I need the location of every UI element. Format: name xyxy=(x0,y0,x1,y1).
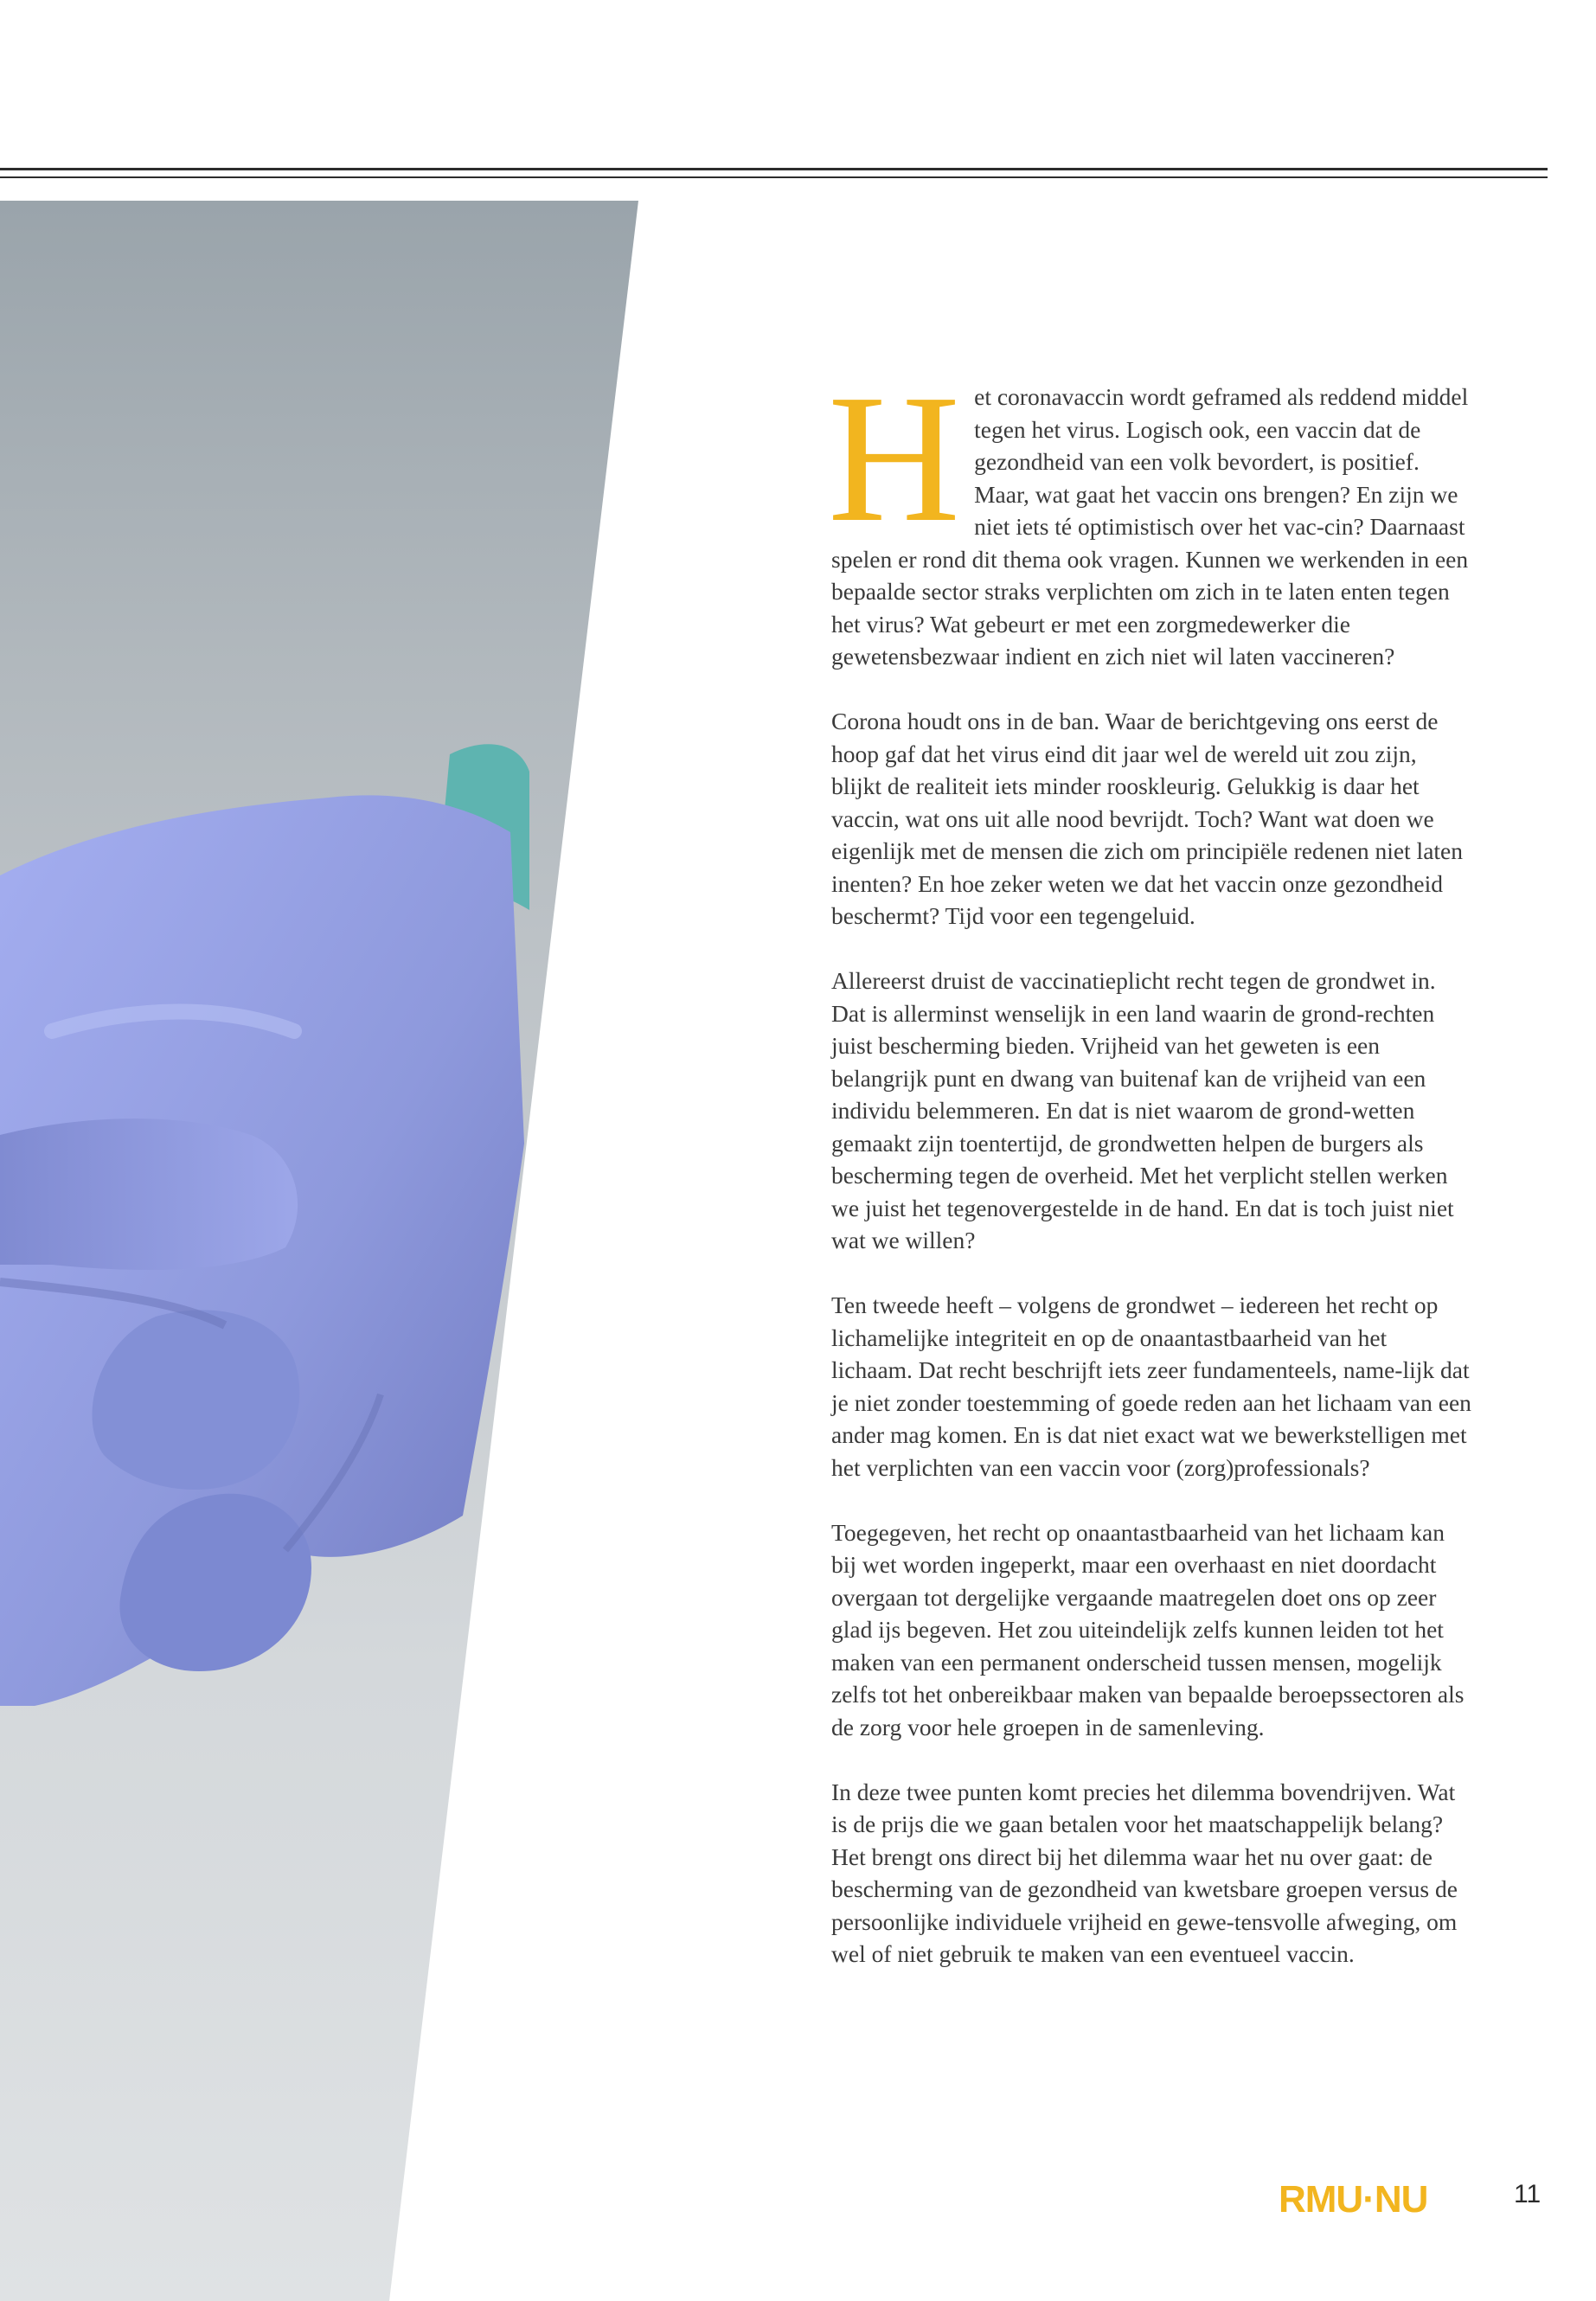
header-rule-top xyxy=(0,168,1548,170)
article-paragraph-1 xyxy=(828,356,1471,673)
gloved-hand-photo xyxy=(0,201,640,2301)
page-number: 11 xyxy=(1514,2180,1542,2208)
rmu-nu-logo: RMU·NU xyxy=(1279,2178,1428,2221)
article-paragraph-6: In deze twee punten komt precies het dilemma bovendrijven. Wat is de prijs die we gaan betalen voor het maatschappelijk belang? Het brengt ons direct bij het dilemma waar het nu over gaat: de bescherming van de gezondheid van kwetsbare groepen versus de persoonlijke individuele vrijheid en gewe-tensvolle afweging, om wel of niet gebruik te maken van een eventueel vaccin. xyxy=(831,1778,1458,1967)
article-paragraph-3: Allereerst druist de vaccinatieplicht recht tegen de grondwet in. Dat is allerminst wenselijk in een land waarin de grond-rechten juist bescherming bieden. Vrijheid van het geweten is een belangrijk punt en dwang van buitenaf kan de vrijheid van een individu belemmeren. En dat is niet waarom de grond-wetten gemaakt zijn toentertijd, de grondwetten helpen de burgers als bescherming tegen de overheid. Met het verplicht stellen werken we juist het tegenovergestelde in de hand. En dat is toch juist niet wat we willen? xyxy=(831,967,1454,1253)
drop-cap: H xyxy=(828,356,961,560)
article-paragraph-4: Ten tweede heeft – volgens de grondwet – iedereen het recht op lichamelijke integriteit en op de onaantastbaarheid van het lichaam. Dat recht beschrijft iets zeer fundamenteels, name-lijk dat je niet zonder toestemming of goede reden aan het lichaam van een ander mag komen. En is dat niet exact wat we bewerkstelligen met het verplichten van een vaccin voor (zorg)professionals? xyxy=(831,1292,1471,1481)
header-rule-bottom xyxy=(0,176,1548,178)
article-body xyxy=(828,356,1471,2003)
article-paragraph-1-text: et coronavaccin wordt geframed als reddend middel tegen het virus. Logisch ook, een vaccin dat de gezondheid van een volk bevordert, is positief. Maar, wat gaat het vaccin ons brengen? En zijn we niet iets té optimistisch over het vac-cin? Daarnaast spelen er rond dit thema ook vragen. Kunnen we werkenden in een bepaalde sector straks verplichten om zich in te laten enten tegen het virus? Wat gebeurt er met een zorgmedewerker die gewetensbezwaar indient en zich niet wil laten vaccineren? xyxy=(831,383,1469,670)
article-paragraph-5: Toegegeven, het recht op onaantastbaarheid van het lichaam kan bij wet worden ingeperkt, maar een overhaast en niet doordacht overgaan tot dergelijke vergaande maatregelen doet ons op zeer glad ijs begeven. Het zou uiteindelijk zelfs kunnen leiden tot het maken van een permanent onderscheid tussen mensen, mogelijk zelfs tot het onbereikbaar maken van bepaalde beroepssectoren als de zorg voor hele groepen in de samenleving. xyxy=(831,1518,1465,1740)
gloved-hand-illustration xyxy=(0,201,640,2301)
article-paragraph-2: Corona houdt ons in de ban. Waar de berichtgeving ons eerst de hoop gaf dat het virus eind dit jaar wel de wereld uit zou zijn, blijkt de realiteit iets minder rooskleurig. Gelukkig is daar het vaccin, wat ons uit alle nood bevrijdt. Toch? Want wat doen we eigenlijk met de mensen die zich om principiële redenen niet laten inenten? En hoe zeker weten we dat het vaccin onze gezondheid beschermt? Tijd voor een tegengeluid. xyxy=(831,708,1463,929)
